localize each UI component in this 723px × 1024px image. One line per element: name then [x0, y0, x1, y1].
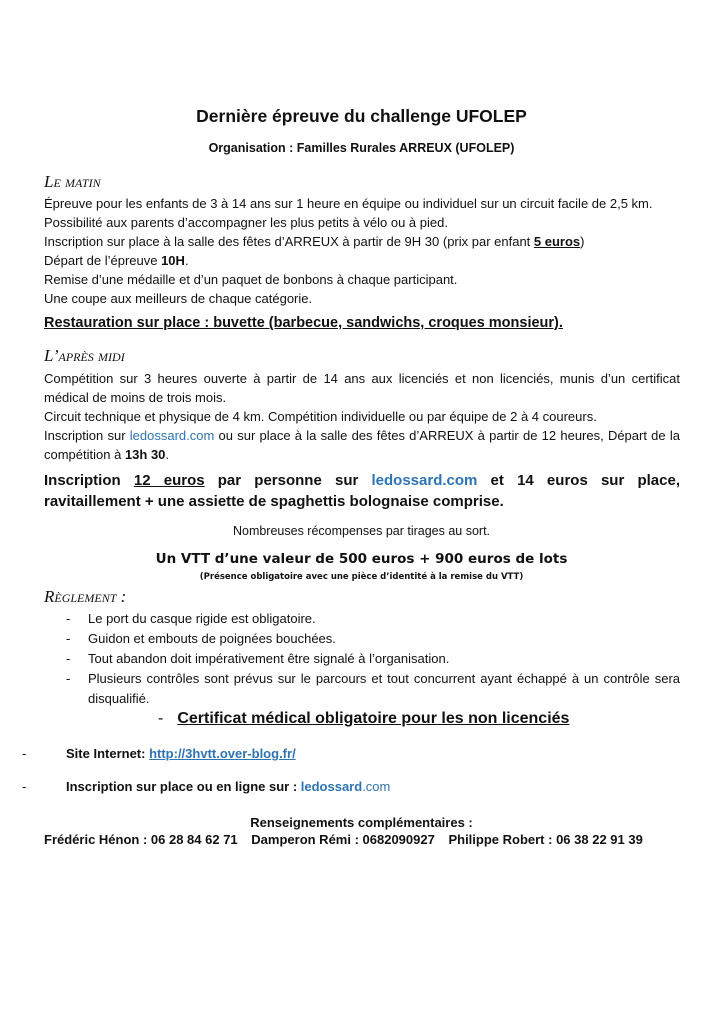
rule-item [44, 649, 680, 669]
inscription-text: Inscription [44, 472, 134, 489]
contacts-line [44, 832, 653, 847]
afternoon-para-3-middle: ou sur place à la salle des fêtes d’ARREUX à partir de 12 heures, Départ de la compétition à [44, 428, 680, 462]
certificate-line [158, 710, 569, 728]
rule-text: Plusieurs contrôles sont prévus sur le parcours et tout concurrent ayant échappé à un contrôle sera disqualifié. [88, 671, 680, 706]
vtt-headline: Un VTT d’une valeur de 500 euros + 900 euros de lots [155, 551, 568, 567]
online-label: Inscription sur place ou en ligne sur : [66, 779, 301, 794]
vtt-note: (Présence obligatoire avec une pièce d’identité à la remise du VTT) [199, 572, 524, 582]
contact-damperon-remi: Damperon Rémi : 0682090927 [251, 832, 435, 847]
afternoon-block [44, 369, 680, 464]
site-label: Site Internet: [66, 746, 150, 761]
inscription-block [44, 470, 680, 512]
inscription-middle: par personne sur [204, 472, 372, 489]
rules-list [44, 609, 680, 709]
rule-dash: - [66, 631, 71, 646]
afternoon-para-1: Compétition sur 3 heures ouverte à partir de 14 ans aux licenciés et non licenciés, munis d’un certificat médical de moins de trois mois. [44, 371, 680, 405]
morning-line-4-text: Départ de l’épreuve [44, 253, 162, 268]
rule-text: Guidon et embouts de poignées bouchées. [88, 631, 336, 646]
morning-line-4 [44, 251, 680, 270]
rule-dash: - [66, 671, 71, 686]
rule-item [44, 629, 680, 649]
rule-item [44, 609, 680, 629]
site-dash: - [22, 746, 27, 761]
contact-frederic-henon: Frédéric Hénon : 06 28 84 62 71 [44, 832, 238, 847]
morning-line-3-text: Inscription sur place à la salle des fêtes d’ARREUX à partir de 9H 30 (prix par enfant [44, 234, 534, 249]
rule-dash: - [66, 611, 71, 626]
morning-line-5: Remise d’une médaille et d’un paquet de bonbons à chaque participant. [44, 272, 458, 287]
site-line [22, 746, 296, 761]
rule-text: Le port du casque rigide est obligatoire. [88, 611, 316, 626]
ledossard-brand-main: ledossard [300, 779, 363, 794]
ledossard-brand-link[interactable] [301, 779, 391, 794]
contacts-heading: Renseignements complémentaires : [250, 815, 473, 830]
certificate-text: Certificat médical obligatoire pour les non licenciés [177, 710, 570, 727]
organisation-line: Organisation : Familles Rurales ARREUX (UFOLEP) [208, 141, 515, 155]
certificate-dash: - [158, 710, 164, 727]
rule-item [44, 669, 680, 709]
morning-line-2: Possibilité aux parents d’accompagner les plus petits à vélo ou à pied. [44, 215, 448, 230]
restauration-line: Restauration sur place : buvette (barbecue, sandwichs, croques monsieur). [44, 315, 563, 331]
ledossard-link-inscription[interactable]: ledossard.com [371, 472, 478, 489]
page-title: Dernière épreuve du challenge UFOLEP [196, 106, 527, 126]
morning-block [44, 194, 680, 308]
afternoon-para-3-text: Inscription sur [44, 428, 130, 443]
afternoon-para-3-suffix: . [165, 447, 170, 462]
afternoon-para-3 [44, 426, 680, 464]
afternoon-para-2: Circuit technique et physique de 4 km. Compétition individuelle ou par équipe de 2 à 4 coureurs. [44, 409, 597, 424]
inscription-suffix: et 14 euros sur place, ravitaillement + une assiette de spaghettis bolognaise comprise. [44, 472, 681, 510]
rule-dash: - [66, 651, 71, 666]
start-time-morning: 10H [161, 253, 185, 268]
rewards-line: Nombreuses récompenses par tirages au sort. [232, 524, 491, 538]
morning-line-3 [44, 232, 680, 251]
start-time-afternoon: 13h 30 [124, 447, 166, 462]
contact-philippe-robert: Philippe Robert : 06 38 22 91 39 [448, 832, 643, 847]
rule-text: Tout abandon doit impérativement être signalé à l’organisation. [88, 651, 450, 666]
section-heading-rules: Règlement : [44, 587, 127, 606]
section-heading-morning: Le matin [44, 172, 101, 191]
section-heading-afternoon: L’après midi [44, 346, 125, 365]
online-line [22, 779, 391, 794]
site-url-link[interactable]: http://3hvtt.over-blog.fr/ [149, 746, 296, 761]
morning-line-1: Épreuve pour les enfants de 3 à 14 ans sur 1 heure en équipe ou individuel sur un circuit facile de 2,5 km. [44, 196, 653, 211]
morning-line-4-suffix: . [184, 253, 189, 268]
ledossard-brand-tld: .com [362, 779, 391, 794]
morning-line-3-suffix: ) [580, 234, 585, 249]
online-dash: - [22, 779, 27, 794]
inscription-price: 12 euros [133, 472, 205, 489]
morning-line-6: Une coupe aux meilleurs de chaque catégorie. [44, 291, 313, 306]
child-price: 5 euros [533, 234, 581, 249]
ledossard-link-afternoon[interactable]: ledossard.com [129, 428, 215, 443]
